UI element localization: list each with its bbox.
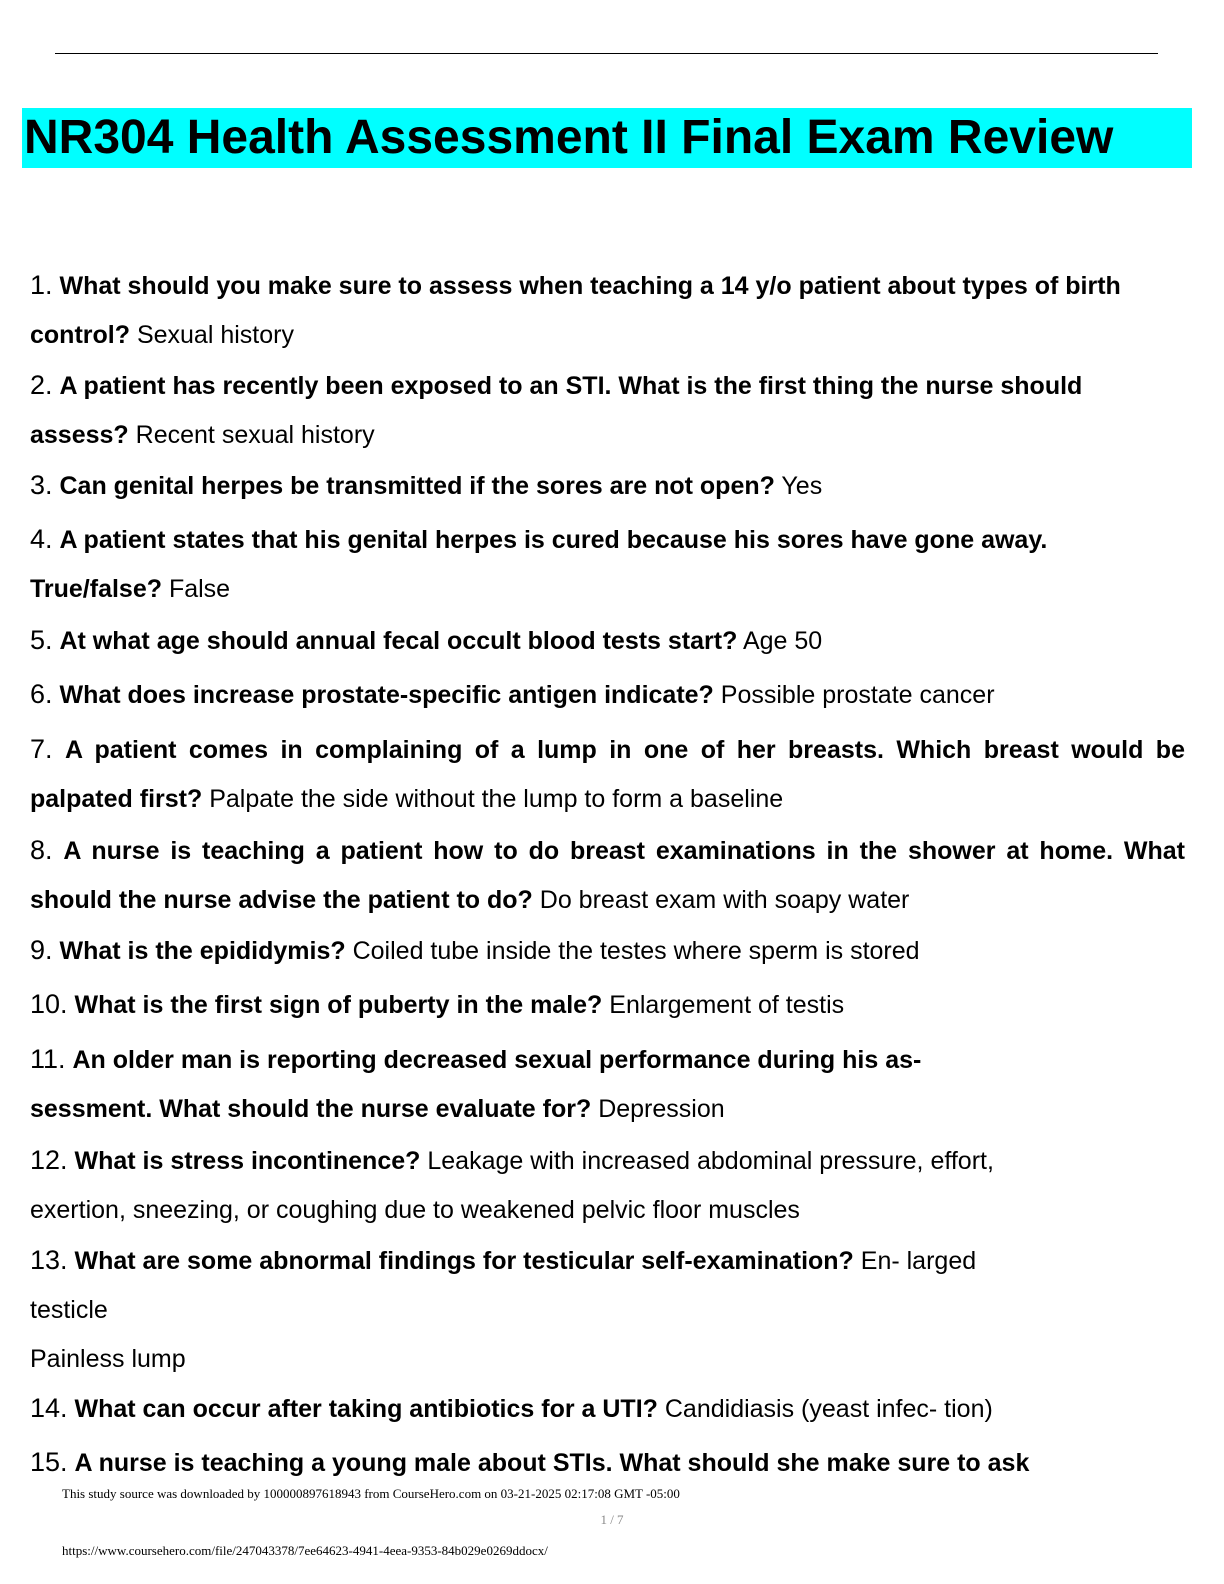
list-item: 14. What can occur after taking antibiotics for a UTI? Candidiasis (yeast infec- tion): [30, 1393, 993, 1423]
list-item: 9. What is the epididymis? Coiled tube inside the testes where sperm is stored: [30, 935, 920, 965]
list-item: 3. Can genital herpes be transmitted if the sores are not open? Yes: [30, 470, 823, 500]
top-rule: [55, 53, 1158, 54]
page-number: 1 / 7: [600, 1512, 624, 1527]
footer-url[interactable]: https://www.coursehero.com/file/247043378/7ee64623-4941-4eea-9353-84b029e0269ddocx/: [62, 1543, 548, 1558]
list-item: 1. What should you make sure to assess when teaching a 14 y/o patient about types of birth control? Sexual history: [30, 270, 1121, 349]
list-item: 5. At what age should annual fecal occult blood tests start? Age 50: [30, 625, 823, 655]
list-item: 15. A nurse is teaching a young male about STIs. What should she make sure to ask: [30, 1447, 1030, 1477]
footer-source: This study source was downloaded by 100000897618943 from CourseHero.com on 03-21-2025 02:17:08 GMT -05:00: [62, 1486, 680, 1501]
list-item: 8. A nurse is teaching a patient how to do breast examinations in the shower at home. What should the nurse advise the patient to do? Do breast exam with soapy water: [30, 835, 1185, 914]
list-item: 11. An older man is reporting decreased sexual performance during his as- sessment. What should the nurse evaluate for? Depression: [30, 1044, 922, 1123]
list-item: 12. What is stress incontinence? Leakage with increased abdominal pressure, effort, exertion, sneezing, or coughing due to weakened pelvic floor muscles: [30, 1145, 994, 1224]
list-item: 10. What is the first sign of puberty in the male? Enlargement of testis: [30, 989, 845, 1019]
list-item: 2. A patient has recently been exposed to an STI. What is the first thing the nurse should assess? Recent sexual history: [30, 370, 1083, 449]
list-item: 13. What are some abnormal findings for testicular self-examination? En- larged testicle Painless lump: [30, 1245, 977, 1373]
list-item: 4. A patient states that his genital herpes is cured because his sores have gone away. True/false? False: [30, 524, 1048, 603]
page-title: NR304 Health Assessment II Final Exam Review: [22, 108, 1192, 168]
list-item: 7. A patient comes in complaining of a lump in one of her breasts. Which breast would be palpated first? Palpate the side without the lump to form a baseline: [30, 734, 1185, 813]
list-item: 6. What does increase prostate-specific antigen indicate? Possible prostate cancer: [30, 679, 995, 709]
